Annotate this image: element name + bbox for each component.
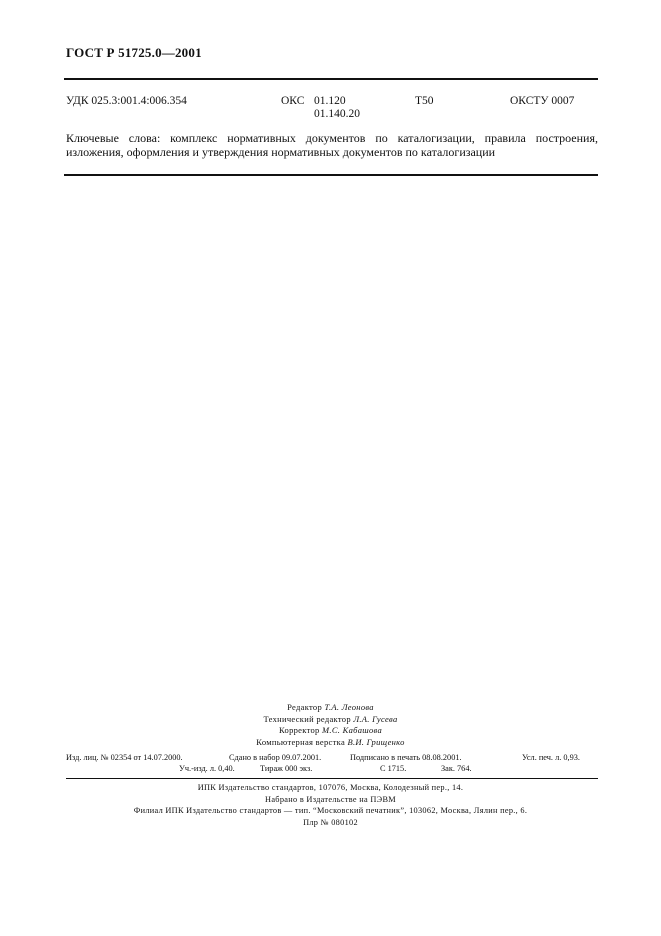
t-code: Т50 (415, 95, 434, 107)
publisher-line-4: Плр № 080102 (303, 817, 358, 827)
imprint-print-sheets: Усл. печ. л. 0,93. (522, 753, 580, 762)
credit-role: Технический редактор (263, 713, 351, 724)
keywords-line-2: изложения, оформления и утверждения нормативных документов по каталогизации (66, 145, 496, 159)
oks-codes (314, 95, 360, 121)
keywords-line-1: Ключевые слова: комплекс нормативных документов по каталогизации, правила построения, (66, 131, 598, 145)
oks-label: ОКС (281, 95, 305, 107)
credit-technical-editor (0, 714, 661, 726)
imprint-block (66, 753, 598, 777)
okstu-code: ОКСТУ 0007 (510, 95, 575, 107)
bottom-divider (64, 174, 598, 176)
oks-code-1: 01.120 (314, 95, 346, 107)
classification-row (66, 95, 596, 127)
imprint-license: Изд. лиц. № 02354 от 14.07.2000. (66, 753, 183, 762)
credit-person: Л.А. Гусева (353, 713, 398, 724)
credit-role: Корректор (278, 725, 320, 735)
imprint-publishing-sheets: Уч.-изд. л. 0,40. (179, 764, 235, 773)
publisher-line-3: Филиал ИПК Издательство стандартов — тип. “Московский печатник”, 103062, Москва, Лялин пер., 6. (133, 806, 528, 815)
credit-layout (0, 737, 661, 749)
imprint-sent-to-set: Сдано в набор 09.07.2001. (229, 753, 322, 762)
imprint-divider (66, 778, 598, 779)
publisher-line-1: ИПК Издательство стандартов, 107076, Москва, Колодезный пер., 14. (197, 783, 464, 792)
credit-editor (0, 702, 661, 714)
keywords-paragraph (66, 131, 598, 159)
credit-role: Компьютерная верстка (256, 736, 346, 747)
credit-person: В.И. Грищенко (347, 736, 405, 747)
credit-proofreader (0, 725, 661, 737)
publisher-line-2: Набрано в Издательстве на ПЭВМ (265, 794, 396, 804)
top-divider (64, 78, 598, 80)
editorial-credits (0, 702, 661, 748)
credit-person: Т.А. Леонова (324, 702, 374, 712)
publisher-block (0, 782, 661, 828)
imprint-order-c: С 1715. (380, 764, 407, 773)
standard-number: ГОСТ Р 51725.0—2001 (66, 45, 202, 60)
credit-role: Редактор (287, 702, 323, 712)
imprint-signed-to-print: Подписано в печать 08.08.2001. (350, 753, 462, 762)
credit-person: М.С. Кабашова (322, 725, 383, 735)
oks-code-2: 01.140.20 (314, 108, 360, 120)
imprint-order-number: Зак. 764. (441, 764, 472, 773)
imprint-circulation: Тираж 000 экз. (260, 764, 313, 773)
udk-code: УДК 025.3:001.4:006.354 (66, 95, 187, 107)
